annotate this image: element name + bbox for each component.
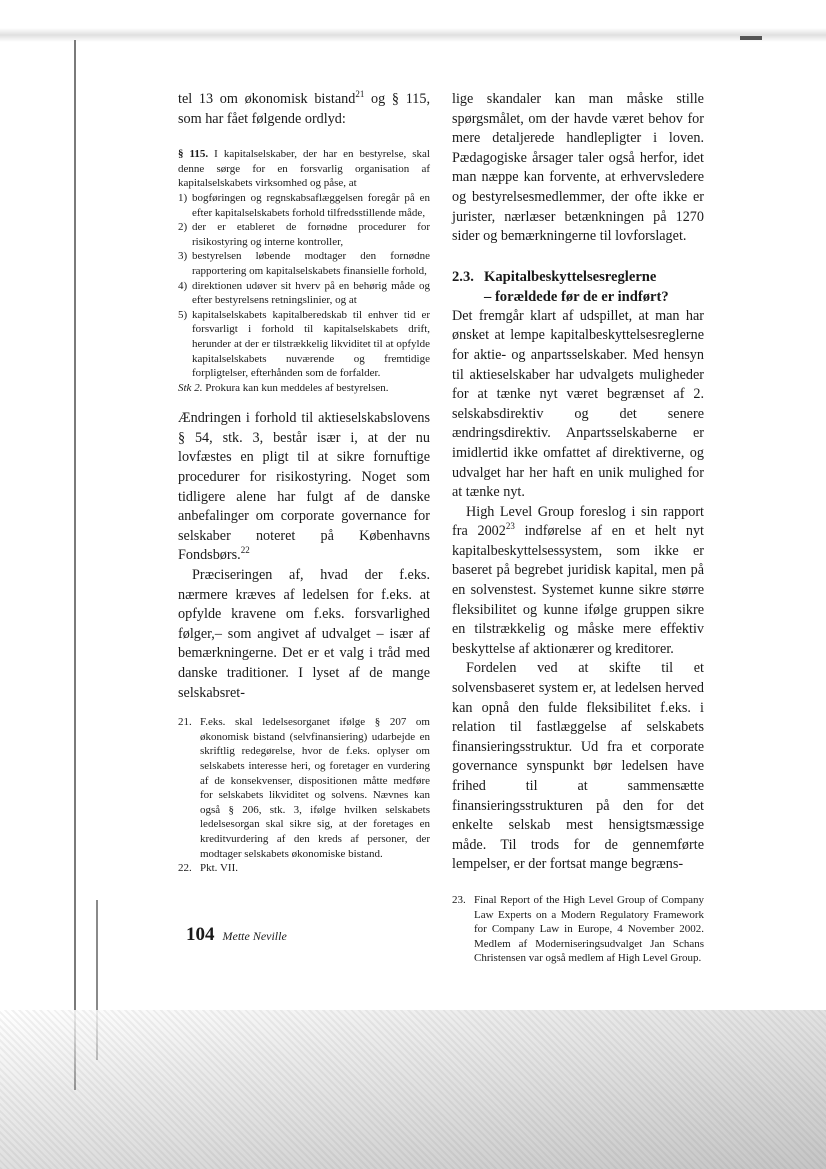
- running-author: Mette Neville: [222, 929, 287, 943]
- statute-stk: Stk 2. Prokura kan kun meddeles af bestyrelsen.: [178, 381, 389, 394]
- paragraph: Ændringen i forhold til aktieselskabslovens § 54, stk. 3, består især i, at der nu lovfæstes en pligt til at sikre fornuftige procedurer for risikostyring. Noget som tidligere alene har fulgt af de danske anbefalinger om corporate governance for selskaber noteret på Københavns Fondsbørs.$^{22}$: [178, 410, 430, 564]
- footnote-ref[interactable]: 23: [505, 521, 515, 532]
- statute-item: 3) bestyrelsen løbende modtager den fornødne rapportering om kapitalselskabets finansielle forhold,: [178, 250, 430, 277]
- paragraph: Præciseringen af, hvad der f.eks. nærmere kræves af ledelsen for f.eks. at opfylde kravene om f.eks. forsvarlighed følger,– som angivet af udvalget – især af bemærkningerne. Det er et valg i tråd med danske traditioner. I lyset af de mange selskabsret-: [178, 567, 430, 701]
- left-column: [178, 90, 430, 876]
- page-footer: [186, 924, 287, 946]
- statute-intro: § 115. I kapitalselskaber, der har en bestyrelse, skal denne sørge for en forsvarlig organisation af kapitalselskabets virksomhed og påse, at: [178, 148, 430, 190]
- footnotes: [178, 715, 430, 876]
- paragraph: Det fremgår klart af udspillet, at man har ønsket at lempe kapitalbeskyttelsesreglerne for aktie- og anpartsselskaber. Med hensyn til aktieselskaber har udvalgets muligheder for at tænke nyt været begrænset af 2. selskabsdirektiv og det senere ændringsdirektiv. Anpartsselskaberne er imidlertid ikke omfattet af direktiverne, og udvalget har her haft en unik mulighed for at tænke nyt.: [452, 307, 704, 501]
- footnote: 22. Pkt. VII.: [178, 862, 238, 875]
- paragraph: tel 13 om økonomisk bistand$^{21}$ og § 115, som har fået følgende ordlyd:: [178, 89, 430, 127]
- right-column: [452, 90, 704, 966]
- statute-list: [178, 191, 430, 381]
- paragraph: lige skandaler kan man måske stille spørgsmålet, om der havde været behov for mere detaljerede handlepligter i loven. Pædagogiske årsager taler også herfor, idet man næppe kan forvente, at erhvervsledere og bestyrelsesmedlemmer, der ofte ikke er jurister, nærlæser betænkningen på 1270 sider og bemærkningerne til lovforslaget.: [452, 91, 704, 245]
- footnote-ref[interactable]: 21: [355, 89, 365, 99]
- footnotes: [452, 893, 704, 966]
- statute-item: 5) kapitalselskabets kapitalberedskab til enhver tid er forsvarligt i forhold til kapitalselskabets drift, herunder at der er tilstrækkelig likviditet til at opfylde kapitalselskabets nuværende og fremtidige forpligtelser, efterhånden som de forfalder.: [178, 308, 430, 380]
- statute-item: 4) direktionen udøver sit hverv på en behørig måde og efter bestyrelsens retningslinier, og at: [178, 279, 430, 307]
- statute-item: 1) bogføringen og regnskabsaflæggelsen foregår på en efter kapitalselskabets forhold tilfredsstillende måde,: [178, 191, 430, 219]
- statute-item: 2) der er etableret de fornødne procedurer for risikostyring og interne kontroller,: [178, 221, 430, 248]
- page-number: 104: [186, 924, 215, 945]
- paragraph: High Level Group foreslog i sin rapport fra 2002$^{23}$ indførelse af en et helt nyt kapitalbeskyttelsessystem, som ikke er baseret på begrebet juridisk kapital, men på en solvenstest. Systemet kunne sikre større fleksibilitet og kunne ifølge gruppen sikre en tilstrækkelig og måske mere effektiv beskyttelse af aktionærer og kreditorer.: [452, 503, 704, 657]
- section-heading: 2.3. Kapitalbeskyttelsesreglerne – forældede før de er indført?: [452, 268, 669, 305]
- footnote: 23. Final Report of the High Level Group of Company Law Experts on a Modern Regulatory Framework for Company Law in Europe, 4 November 2002. Medlem af Moderniseringsudvalget Jan Schans Christensen var også medlem af High Level Group.: [452, 893, 704, 965]
- footnote-ref[interactable]: 22: [240, 545, 250, 556]
- paragraph: Fordelen ved at skifte til et solvensbaseret system er, at ledelsen herved kan opnå den fulde fleksibilitet f.eks. i relation til fastlæggelse af selskabets finansieringsstruktur. Ud fra et corporate governance synspunkt bør ledelsen have frihed til at sammensætte finansieringsstrukturen på den for det enkelte selskab mest hensigtsmæssige måde. Til trods for de gennemførte lempelser, er der fortsat mange begræns-: [452, 660, 704, 873]
- statute-quote: [178, 147, 430, 395]
- footnote: 21. F.eks. skal ledelsesorganet ifølge § 207 om økonomisk bistand (selvfinansiering) udarbejde en skriftlig redegørelse, hvor de f.eks. oplyser om selskabets interesse heri, og foretager en vurdering af de konsekvenser, dispositionen måtte medføre for selskabets likviditet og solvens. Nævnes kan også § 206, stk. 3, ifølge hvilken selskabets ledelsesorgan skal sikre sig, at der foretages en kreditvurdering af den kreds af personer, der modtager selskabets økonomiske bistand.: [178, 716, 430, 860]
